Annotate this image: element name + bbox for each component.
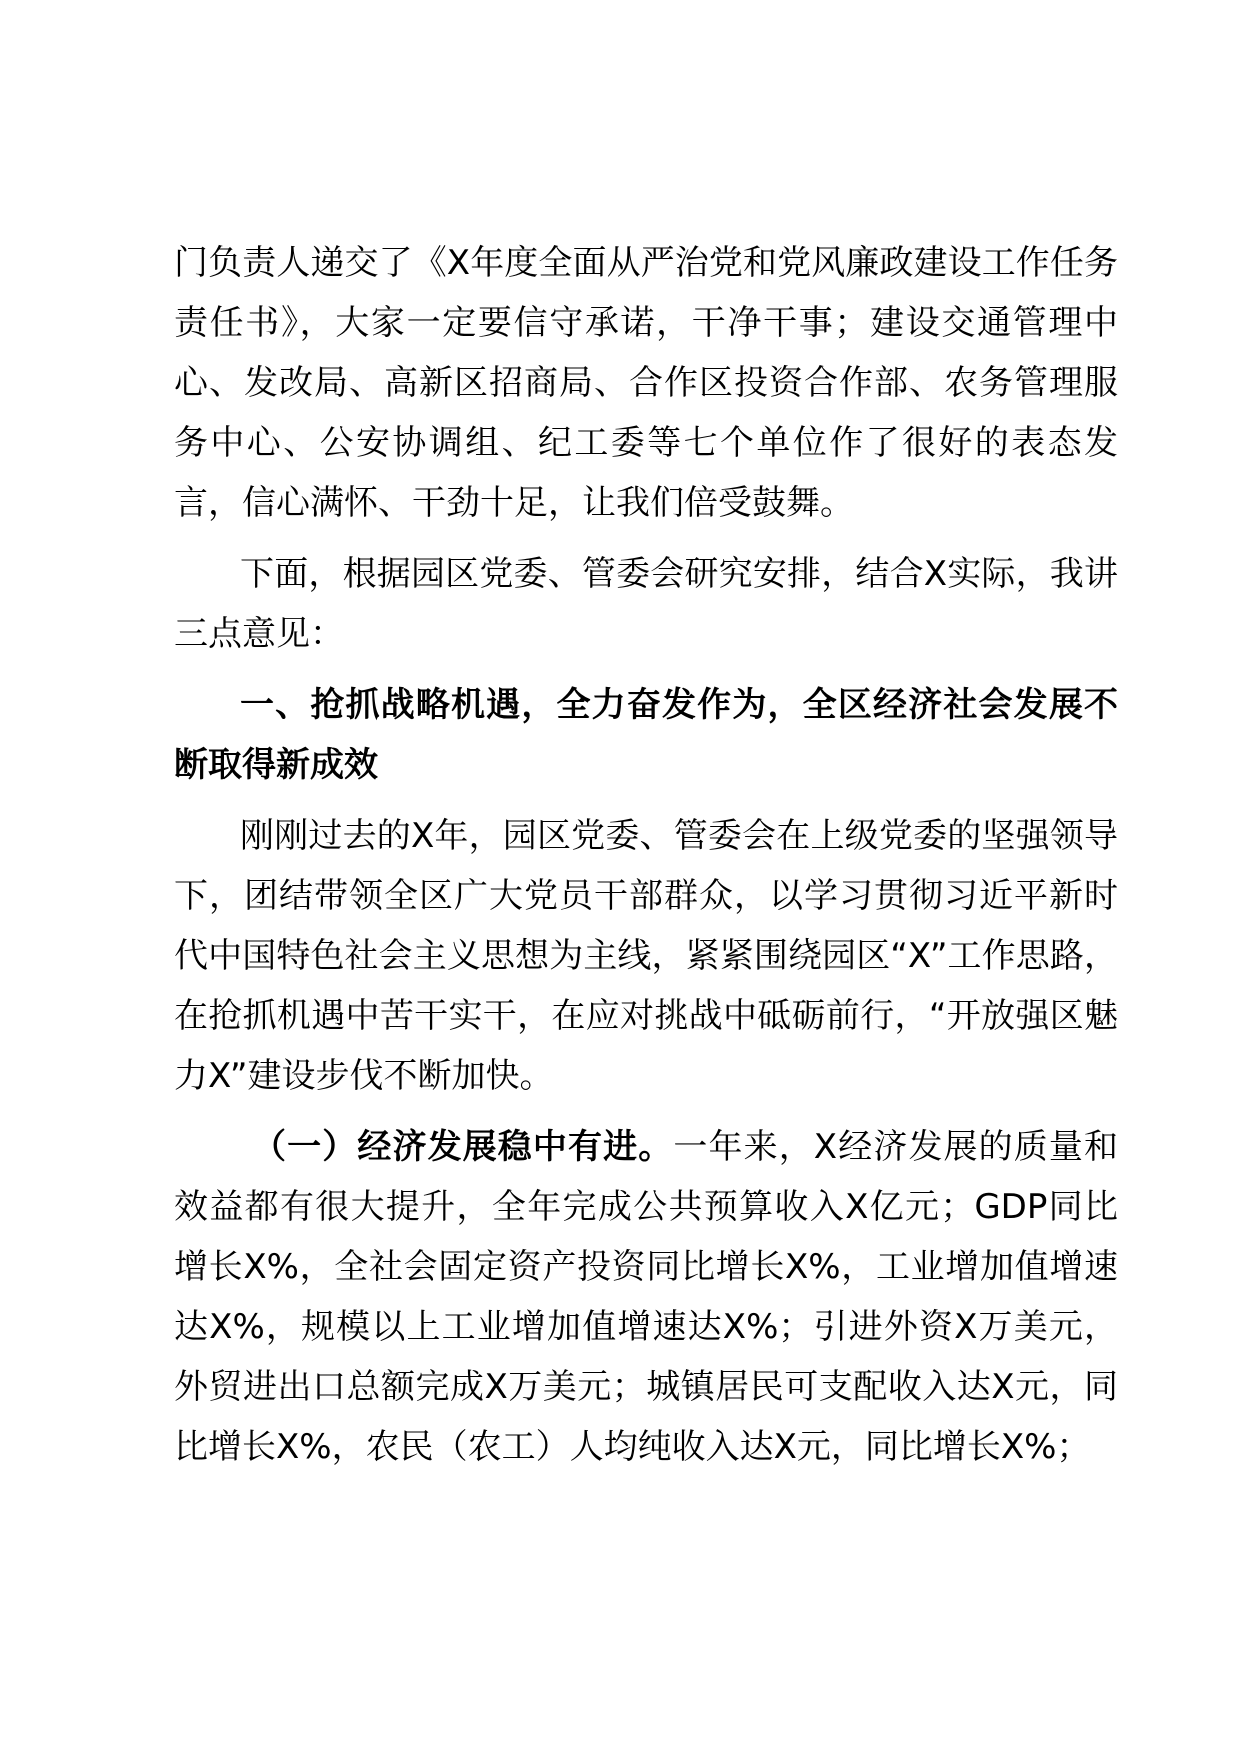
- document-body: [174, 233, 1118, 1477]
- paragraph-responsibility: 门负责人递交了《X年度全面从严治党和党风廉政建设工作任务责任书》，大家一定要信守承诺，干净干事；建设交通管理中心、发改局、高新区招商局、合作区投资合作部、农务管理服务中心、公安协调组、纪工委等七个单位作了很好的表态发言，信心满怀、干劲十足，让我们倍受鼓舞。: [174, 243, 1118, 523]
- paragraph-intro: 下面，根据园区党委、管委会研究安排，结合X实际，我讲三点意见：: [174, 554, 1118, 654]
- paragraph-economy-body: 一年来，X经济发展的质量和效益都有很大提升，全年完成公共预算收入X亿元；GDP同比增长X%，全社会固定资产投资同比增长X%，工业增加值增速达X%，规模以上工业增加值增速达X%；引进外资X万美元，外贸进出口总额完成X万美元；城镇居民可支配收入达X元，同比增长X%，农民（农工）人均纯收入达X元，同比增长X%；: [174, 1127, 1119, 1467]
- section-heading-1: 一、抢抓战略机遇，全力奋发作为，全区经济社会发展不断取得新成效: [174, 685, 1118, 785]
- paragraph-review: 刚刚过去的X年，园区党委、管委会在上级党委的坚强领导下，团结带领全区广大党员干部群众，以学习贯彻习近平新时代中国特色社会主义思想为主线，紧紧围绕园区“X”工作思路，在抢抓机遇中苦干实干，在应对挑战中砥砺前行，“开放强区魅力X”建设步伐不断加快。: [174, 816, 1118, 1096]
- subsection-lead: （一）经济发展稳中有进。: [252, 1127, 674, 1167]
- paragraph-economy: [174, 1117, 1118, 1477]
